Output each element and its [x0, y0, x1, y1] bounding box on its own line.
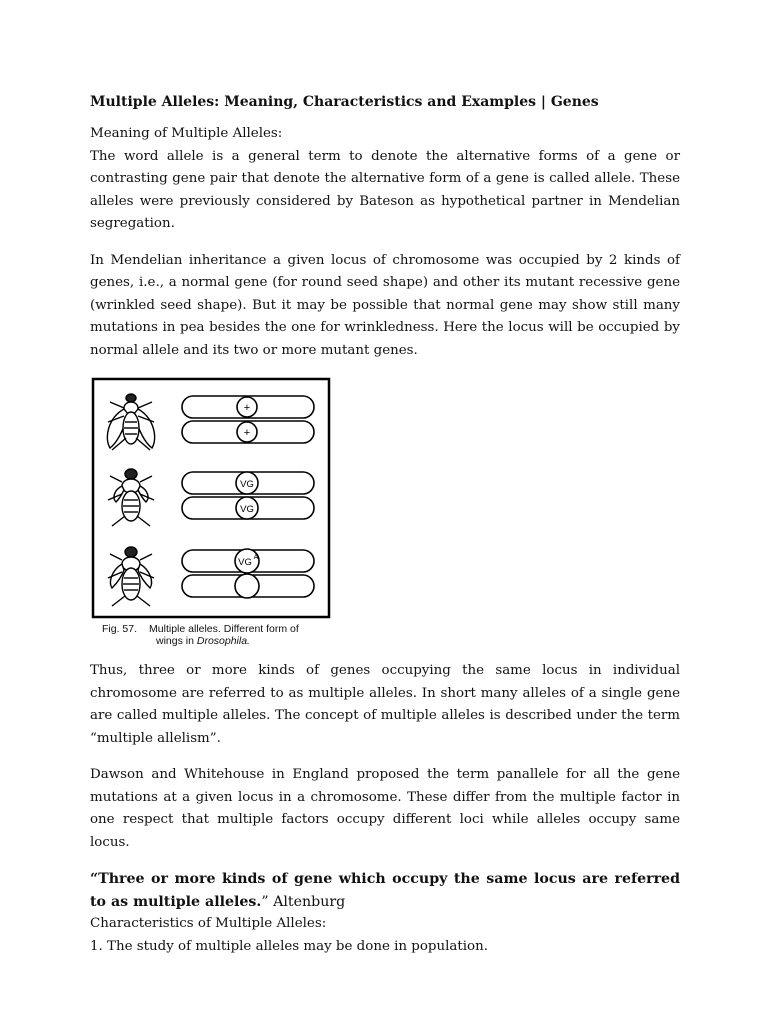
document-page — [90, 92, 680, 958]
allele-label-1b: + — [243, 427, 251, 439]
paragraph-2: In Mendelian inheritance a given locus of chromosome was occupied by 2 kinds of genes, i.e., a normal gene (for round seed shape) and other its mutant recessive gene (wrinkled seed shape). But it may be possible that normal gene may show still many mutations in pea besides the one for wrinkledness. Here the locus will be occupied by normal allele and its two or more mutant genes. — [90, 252, 680, 358]
figure-caption-line-1 — [102, 623, 299, 635]
quote-attribution: ” Altenburg — [261, 893, 346, 910]
characteristics-heading: Characteristics of Multiple Alleles: — [90, 916, 327, 931]
document-title: Multiple Alleles: Meaning, Characteristics and Examples | Genes — [90, 94, 599, 110]
paragraph-4: Dawson and Whitehouse in England proposed the term panallele for all the gene mutations at a given locus in a chromosome. These differ from the multiple factor in one respect that multiple factors occupy different loci while alleles occupy same locus. — [90, 767, 680, 850]
meaning-heading: Meaning of Multiple Alleles: — [90, 126, 283, 141]
figure-caption-organism: Drosophila. — [196, 635, 250, 647]
altenburg-quote — [90, 868, 680, 913]
paragraph-3: Thus, three or more kinds of genes occupying the same locus in individual chromosome are referred to as multiple alleles. In short many alleles of a single gene are called multiple alleles. The concept of multiple alleles is described under the term “multiple allelism”. — [90, 663, 680, 746]
allele-label-2a: VG — [240, 479, 254, 490]
characteristic-point-1: 1. The study of multiple alleles may be done in population. — [90, 938, 488, 954]
multiple-alleles-figure — [90, 376, 338, 648]
quote-bold-text: “Three or more kinds of gene which occupy the same locus are referred to as multiple alleles. — [90, 871, 680, 910]
allele-label-3a-superscript: A — [253, 554, 259, 561]
figure-caption-line-2 — [156, 635, 250, 647]
paragraph-1: The word allele is a general term to denote the alternative forms of a gene or contrasting gene pair that denote the alternative form of a gene is called allele. These alleles were previously considered by Bateson as hypothetical partner in Mendelian segregation. — [90, 148, 680, 231]
figure-caption-text: Multiple alleles. Different form of — [149, 623, 299, 635]
locus-3b — [235, 574, 259, 598]
allele-label-1a: + — [243, 402, 251, 414]
allele-label-3a: VG — [238, 557, 252, 568]
figure-caption-prefix: wings in — [156, 635, 197, 647]
figure-number: Fig. 57. — [102, 623, 138, 635]
figure-illustration — [90, 376, 338, 624]
allele-label-2b: VG — [240, 504, 254, 515]
